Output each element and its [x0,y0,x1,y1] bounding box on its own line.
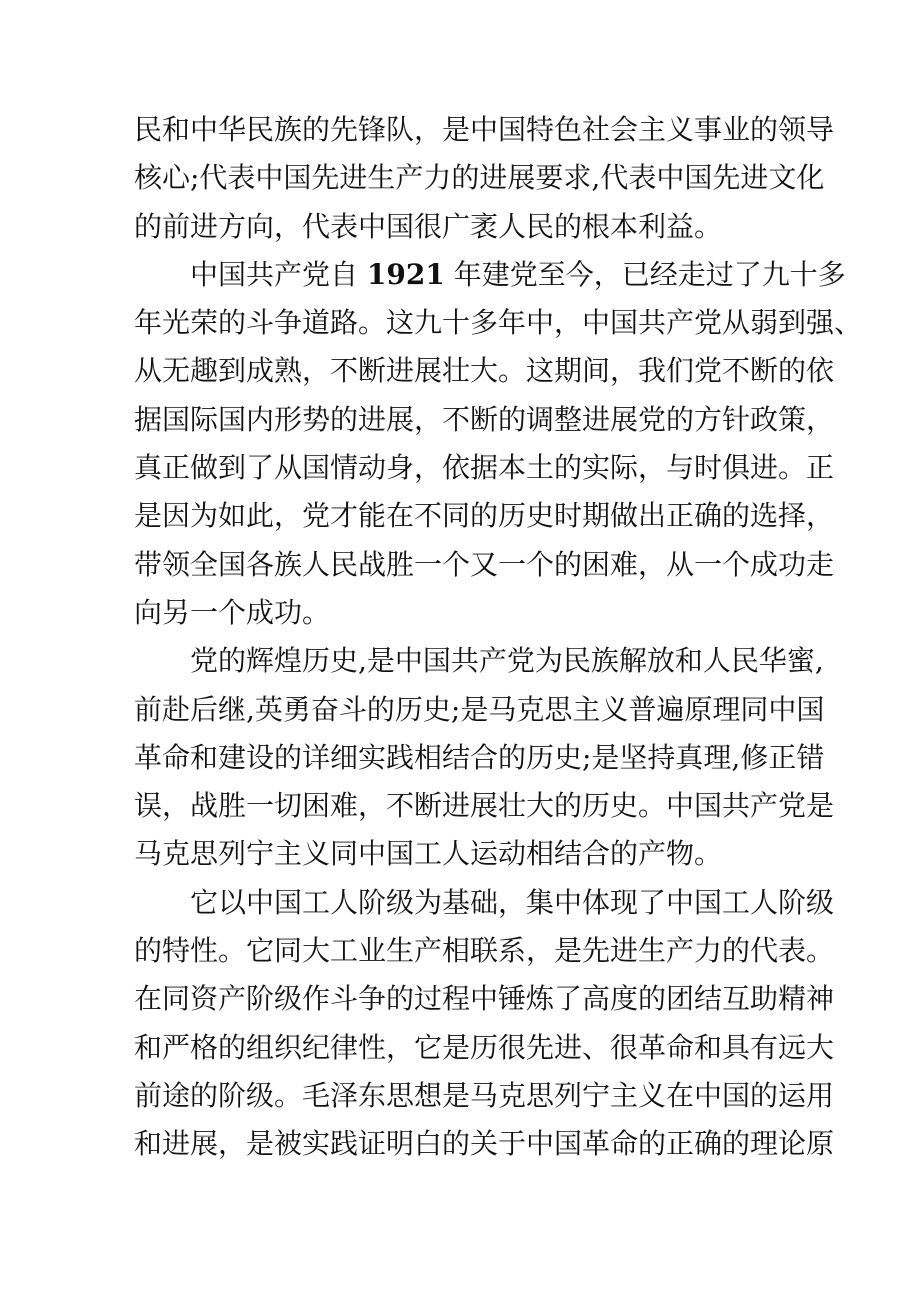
year-number: 1921 [366,257,445,291]
text-line: 民和中华民族的先锋队，是中国特色社会主义事业的领导 [134,113,835,146]
text-line: 带领全国各族人民战胜一个又一个的困难，从一个成功走 [134,547,835,581]
document-body [134,106,863,1169]
text-line: 误，战胜一切困难，不断进展壮大的历史。中国共产党是 [134,789,835,823]
text-line: 马克思列宁主义同中国工人运动相结合的产物。 [134,837,723,871]
text-line: 的前进方向，代表中国很广袤人民的根本利益。 [134,209,723,243]
text-line: 核心;代表中国先进生产力的进展要求,代表中国先进文化 [134,161,825,195]
paragraph-1 [134,106,835,251]
text-line: 前赴后继,英勇奋斗的历史;是马克思主义普遍原理同中国 [134,692,825,726]
text-line: 革命和建设的详细实践相结合的历史;是坚持真理,修正错 [134,740,825,774]
paragraph-2 [134,251,863,637]
text-line: 真正做到了从国情动身，依据本土的实际，与时俱进。正 [134,451,835,485]
text-line: 它以中国工人阶级为基础，集中体现了中国工人阶级 [190,885,835,919]
text-run: 年建党至今，已经走过了九十多 [444,257,846,291]
text-line: 的特性。它同大工业生产相联系，是先进生产力的代表。 [134,934,835,968]
text-run: 中国共产党自 [190,257,367,291]
text-line: 是因为如此，党才能在不同的历史时期做出正确的选择， [134,499,835,533]
text-line: 年光荣的斗争道路。这九十多年中，中国共产党从弱到强、 [134,306,863,340]
text-line: 据国际国内形势的进展，不断的调整进展党的方针政策， [134,402,835,436]
text-line: 前途的阶级。毛泽东思想是马克思列宁主义在中国的运用 [134,1078,835,1112]
text-line: 在同资产阶级作斗争的过程中锤炼了高度的团结互助精神 [134,982,835,1016]
text-line: 和进展，是被实践证明白的关于中国革命的正确的理论原 [134,1127,835,1161]
paragraph-3 [134,637,835,878]
text-line: 向另一个成功。 [134,595,331,629]
text-line: 和严格的组织纪律性，它是历很先进、很革命和具有远大 [134,1030,835,1064]
paragraph-4 [134,879,835,1169]
text-line: 党的辉煌历史,是中国共产党为民族解放和人民华蜜, [190,644,824,678]
text-line: 从无趣到成熟，不断进展壮大。这期间，我们党不断的依 [134,354,835,388]
text-line [134,251,846,299]
